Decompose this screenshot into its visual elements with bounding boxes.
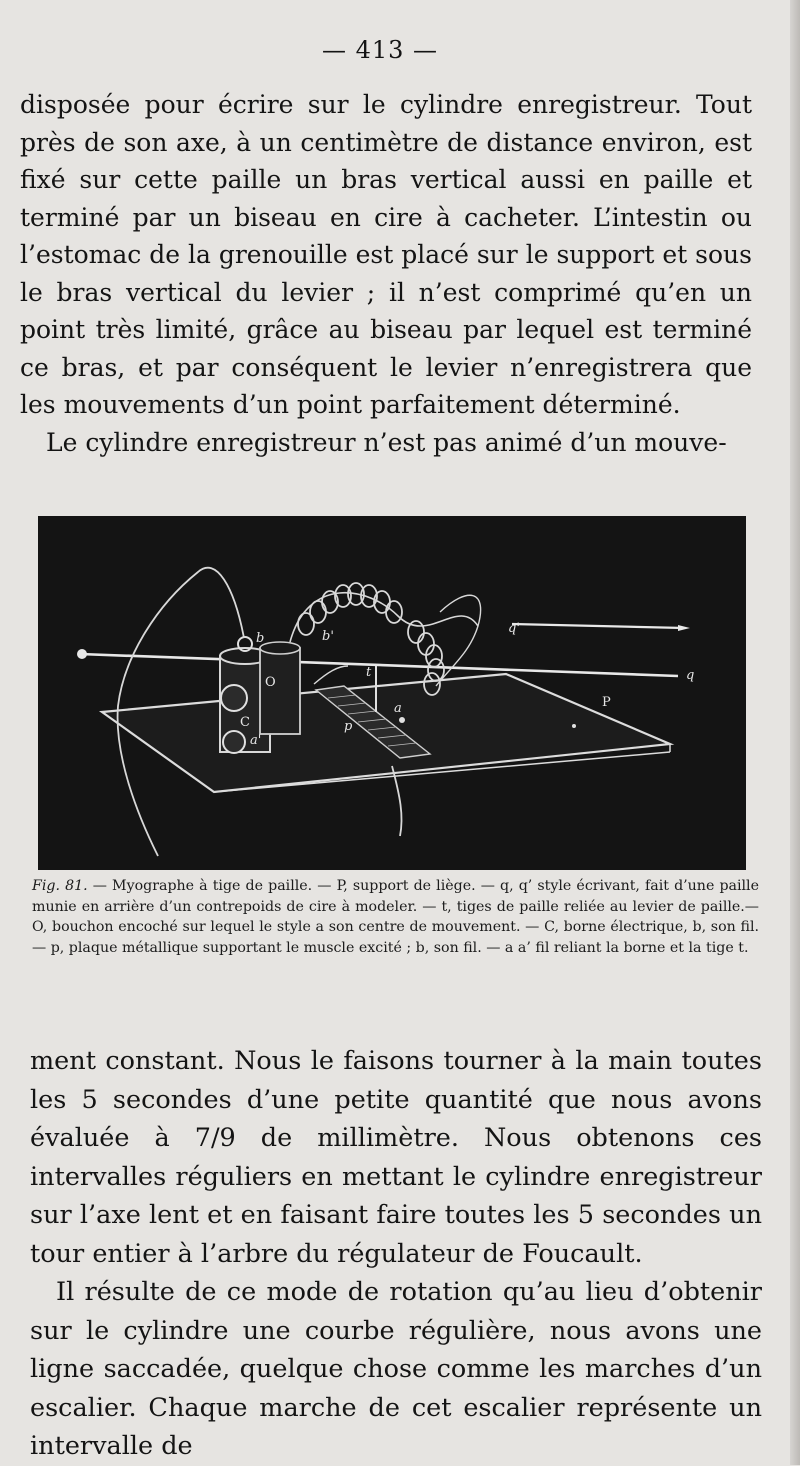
electric-terminal [221, 685, 247, 711]
label-C: C [240, 715, 250, 730]
label-a-prime: a' [250, 733, 262, 748]
label-b-prime: b' [322, 629, 334, 644]
page-number: — 413 — [321, 36, 439, 64]
figure-caption [32, 876, 759, 958]
label-b: b [256, 631, 265, 646]
caption-label: Fig. 81. [32, 878, 88, 894]
label-P: P [602, 695, 611, 710]
text-block-bottom [30, 1042, 762, 1466]
label-t: t [366, 665, 372, 680]
caption-text: — Myographe à tige de paille. — P, support de liège. — q, q’ style écrivant, fait d’une paille munie en arrière d’un contrepoids de cire à modeler. — t, tiges de paille reliée au levier de paille.— O, bouchon encoché sur lequel le style a son centre de mouvement. — C, borne électrique, b, son fil. — p, plaque métallique supportant le muscle excité ; b, son fil. — a a’ fil reliant la borne et la tige t. [32, 878, 759, 956]
paragraph: ment constant. Nous le faisons tourner à la main toutes les 5 secondes d’une petite quantité que nous avons évaluée à 7/9 de millimètre. Nous obtenons ces intervalles réguliers en mettant le cylindre enregistreur sur l’axe lent et en faisant faire toutes les 5 secondes un tour entier à l’arbre du régulateur de Foucault. [30, 1046, 762, 1269]
text-block-top [20, 86, 752, 461]
label-q-prime: q' [508, 621, 520, 636]
paragraph: Il résulte de ce mode de rotation qu’au lieu d’obtenir sur le cylindre une courbe régulière, nous avons une ligne saccadée, quelque chose comme les marches d’un escalier. Chaque marche de cet escalier représente un intervalle de [30, 1277, 762, 1461]
page-edge [790, 0, 800, 1465]
paragraph: Le cylindre enregistreur n’est pas animé d’un mouve- [46, 427, 727, 457]
figure-myograph [38, 516, 746, 870]
label-a: a [394, 701, 402, 716]
paragraph: disposée pour écrire sur le cylindre enregistreur. Tout près de son axe, à un centimètre de distance environ, est fixé sur cette paille un bras vertical aussi en paille et terminé par un biseau en cire à cacheter. L’intestin ou l’estomac de la grenouille est placé sur le support et sous le bras vertical du levier ; il n’est comprimé qu’en un point très limité, grâce au biseau par lequel est terminé ce bras, et par conséquent le levier n’enregistrera que les mouvements d’un point parfaitement déterminé. [20, 90, 752, 419]
writing-straw [80, 654, 678, 676]
label-p: p [344, 719, 353, 734]
label-q: q [686, 668, 695, 683]
myograph-engraving [38, 516, 746, 870]
label-O: O [265, 675, 276, 690]
